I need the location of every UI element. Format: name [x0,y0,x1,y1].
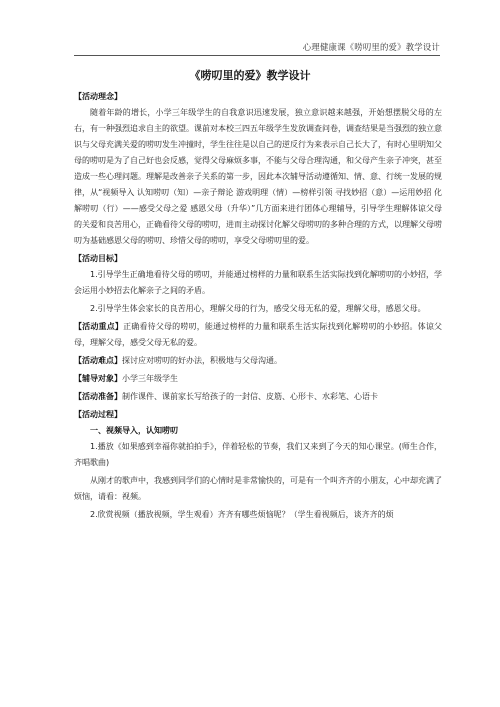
key-points-block [74,319,442,351]
running-header: 心理健康课《唠叨里的爱》教学设计 [302,42,440,52]
audience-block [74,371,442,387]
document-body [74,89,442,523]
preparation-label: 【活动准备】 [74,392,122,401]
header-divider [74,55,440,56]
goal-item-1: 1.引导学生正确地看待父母的唠叨，并能通过榜样的力量和联系生活实际找到化解唠叨的小妙招，学会运用小妙招去化解亲子之间的矛盾。 [74,270,442,295]
preparation-block [74,389,442,405]
key-points-text: 正确看待父母的唠叨，能通过榜样的力量和联系生活实际找到化解唠叨的小妙招。体谅父母，理解父母，感受父母无私的爱。 [74,322,442,347]
process-heading: 【活动过程】 [74,410,122,419]
audience-label: 【辅导对象】 [74,374,122,383]
document-title: 《唠叨里的爱》教学设计 [189,69,311,82]
concept-heading: 【活动理念】 [74,92,122,101]
process-paragraph-1: 1.播放《如果感到幸福你就拍拍手》，伴着轻松的节奏，我们又来到了今天的知心课堂。(师生合作，齐唱歌曲) [74,442,442,467]
difficulty-label: 【活动难点】 [74,356,122,365]
process-paragraph-2: 从刚才的歌声中，我感到同学们的心情时是非常愉快的，可是有一个叫齐齐的小朋友，心中却充满了烦恼，请看：视频。 [74,476,442,501]
process-paragraph-3: 2.欣赏视频（播放视频，学生观看）齐齐有哪些烦恼呢？（学生看视频后，谈齐齐的烦 [90,510,394,519]
section-1-title: 一、视频导入，认知唠叨 [90,426,178,435]
goals-heading: 【活动目标】 [74,254,122,263]
concept-paragraph: 随着年龄的增长，小学三年级学生的自我意识迅速发展，独立意识越来越强，开始想摆脱父母的左右，有一种强烈追求自主的欲望。课前对本校三四五年级学生发放调查问卷，调查结果是当强烈的独立意识与父母充满关爱的唠叨发生冲撞时，学生往往是以自己的逆反行为来表示自己长大了，有时心里明知父母的唠叨是为了自己好也会反感，觉得父母麻烦多事，不能与父母合理沟通，和父母产生亲子冲突，甚至造成一些心理问题。理解是改善亲子关系的第一步，因此本次辅导活动遵循知、情、意、行统一发展的规律，从“视频导入 认知唠叨（知）—亲子辩论 游戏明理（情）—榜样引领 寻找妙招（意）—运用妙招 化解唠叨（行）——感受父母之爱 感恩父母（升华）”几方面来进行团体心理辅导，引导学生理解体谅父母的关爱和良苦用心，正确看待父母的唠叨，进而主动探讨化解父母唠叨的多种合理的方式，以理解父母唠叨为基础感恩父母的唠叨、珍惜父母的唠叨，享受父母唠叨里的爱。 [74,108,442,245]
difficulty-block [74,353,442,369]
preparation-text: 制作课件、课前家长写给孩子的一封信、皮筋、心形卡、水彩笔、心语卡 [122,392,378,401]
goal-item-2: 2.引导学生体会家长的良苦用心，理解父母的行为，感受父母无私的爱，理解父母，感恩父母。 [90,304,426,313]
audience-text: 小学三年级学生 [122,374,178,383]
difficulty-text: 探讨应对唠叨的好办法，积极地与父母沟通。 [122,356,282,365]
key-points-label: 【活动重点】 [74,322,124,331]
